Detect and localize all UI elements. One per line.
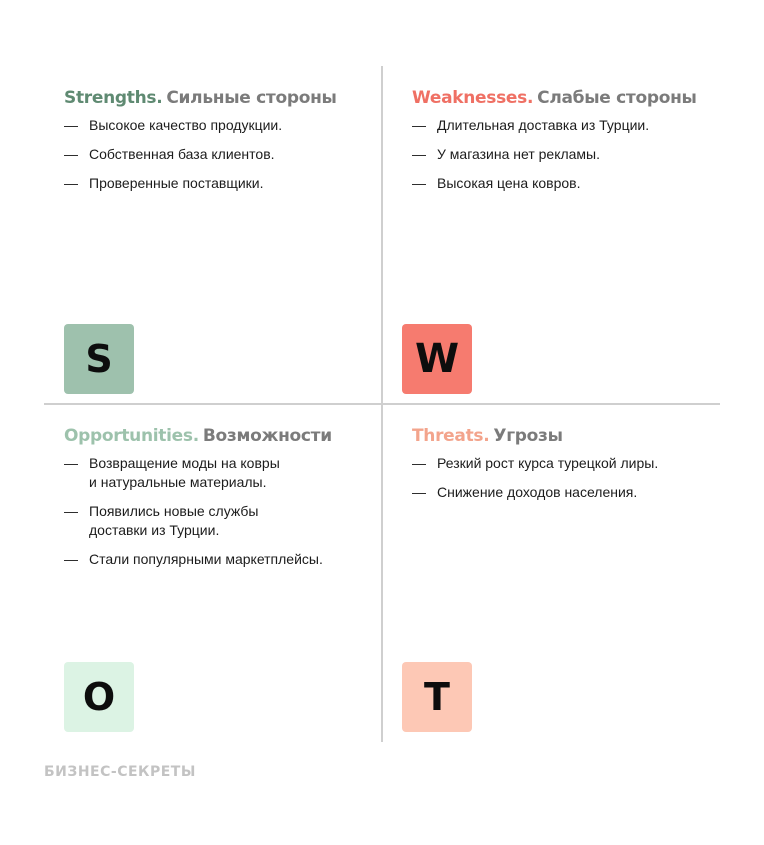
list-item xyxy=(412,116,712,135)
bullet-dash: — xyxy=(64,175,78,191)
list-item xyxy=(64,550,364,569)
list-item-text: Длительная доставка из Турции. xyxy=(437,117,650,133)
strengths-title xyxy=(64,86,364,110)
threats-letter-tile: T xyxy=(402,662,472,732)
list-item-text: Появились новые службы доставки из Турции. xyxy=(89,503,259,538)
strengths-letter-tile: S xyxy=(64,324,134,394)
list-item-text: Собственная база клиентов. xyxy=(89,146,275,162)
list-item-text: Резкий рост курса турецкой лиры. xyxy=(437,455,659,471)
list-item-text: Проверенные поставщики. xyxy=(89,175,264,191)
weaknesses-letter-tile: W xyxy=(402,324,472,394)
opportunities-letter-tile: O xyxy=(64,662,134,732)
list-item-text: Стали популярными маркетплейсы. xyxy=(89,551,323,567)
bullet-dash: — xyxy=(412,455,426,471)
bullet-dash: — xyxy=(64,455,78,471)
weaknesses-title-en: Weaknesses. xyxy=(412,88,534,108)
threats-title-ru: Угрозы xyxy=(493,426,563,446)
brand-logo-text: БИЗНЕС-СЕКРЕТЫ xyxy=(44,764,196,780)
strengths-title-en: Strengths. xyxy=(64,88,163,108)
bullet-dash: — xyxy=(64,551,78,567)
bullet-dash: — xyxy=(412,117,426,133)
strengths-title-ru: Сильные стороны xyxy=(166,88,337,108)
opportunities-title-ru: Возможности xyxy=(202,426,332,446)
list-item xyxy=(412,174,712,193)
bullet-dash: — xyxy=(412,175,426,191)
list-item-text: Высокое качество продукции. xyxy=(89,117,283,133)
list-item xyxy=(64,174,364,193)
bullet-dash: — xyxy=(64,503,78,519)
weaknesses-title xyxy=(412,86,712,110)
strengths-list xyxy=(64,116,364,193)
threats-title-en: Threats. xyxy=(412,426,490,446)
opportunities-title xyxy=(64,424,364,448)
list-item-text: У магазина нет рекламы. xyxy=(437,146,601,162)
weaknesses-quadrant xyxy=(412,86,712,203)
opportunities-title-en: Opportunities. xyxy=(64,426,199,446)
list-item xyxy=(64,116,364,135)
list-item xyxy=(64,454,364,492)
list-item xyxy=(64,145,364,164)
list-item xyxy=(64,502,364,540)
list-item-text: Высокая цена ковров. xyxy=(437,175,581,191)
weaknesses-title-ru: Слабые стороны xyxy=(537,88,697,108)
list-item-text: Снижение доходов населения. xyxy=(437,484,638,500)
list-item xyxy=(412,454,712,473)
threats-title xyxy=(412,424,712,448)
bullet-dash: — xyxy=(412,146,426,162)
strengths-quadrant xyxy=(64,86,364,203)
weaknesses-list xyxy=(412,116,712,193)
threats-list xyxy=(412,454,712,502)
threats-quadrant xyxy=(412,424,712,512)
opportunities-quadrant xyxy=(64,424,364,579)
list-item xyxy=(412,483,712,502)
horizontal-divider xyxy=(44,403,720,405)
opportunities-list xyxy=(64,454,364,569)
list-item xyxy=(412,145,712,164)
bullet-dash: — xyxy=(412,484,426,500)
bullet-dash: — xyxy=(64,146,78,162)
list-item-text: Возвращение моды на ковры и натуральные материалы. xyxy=(89,455,280,490)
bullet-dash: — xyxy=(64,117,78,133)
